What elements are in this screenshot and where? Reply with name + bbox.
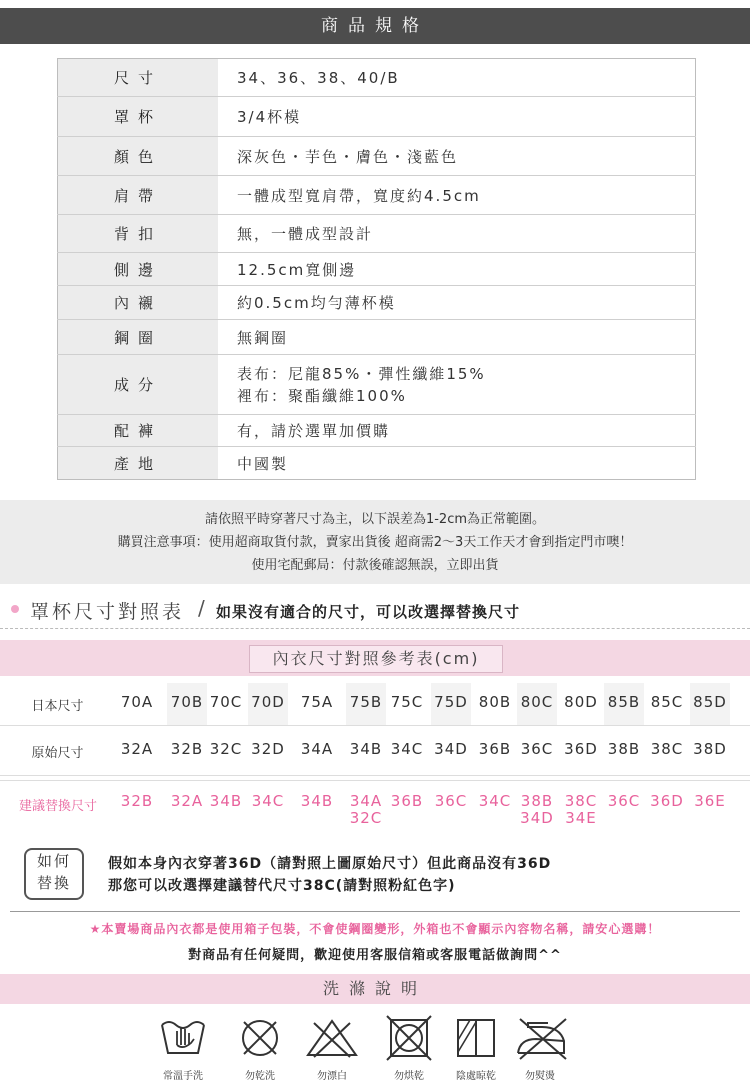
size-cell: 36C: [520, 740, 554, 758]
no-bleach-icon: [304, 1015, 360, 1061]
how-to-swap-badge: [24, 848, 84, 900]
spec-value-line: 裡布：聚酯纖維100%: [237, 386, 407, 405]
no-iron-icon: [508, 1015, 574, 1061]
size-cell: 80B: [478, 693, 512, 711]
size-cell: 38B 34D: [520, 792, 554, 827]
size-cell: 34A: [300, 740, 334, 758]
spec-value: 3/4杯模: [218, 97, 696, 137]
size-cell: 38C: [650, 740, 684, 758]
size-cell: 34D: [434, 740, 468, 758]
size-cell: 34C: [390, 740, 424, 758]
size-row-suggested: [0, 780, 750, 833]
spec-value: 一體成型寬肩帶，寬度約4.5cm: [218, 176, 696, 215]
spec-row: [58, 137, 696, 176]
bullet-dot-icon: [11, 605, 19, 613]
spec-row: [58, 176, 696, 215]
hand-wash-icon: [158, 1015, 208, 1061]
packaging-warning: ★本賣場商品內衣都是使用箱子包裝，不會使鋼圈變形，外箱也不會顯示內容物名稱，請安心選購！: [89, 922, 661, 936]
care-item: [228, 1015, 292, 1082]
notice-line: 使用宅配郵局：付款後確認無誤，立即出貨: [251, 558, 499, 573]
spec-row: [58, 215, 696, 253]
size-cell: 32B: [170, 740, 204, 758]
notice-line: 購買注意事項：使用超商取貨付款，賣家出貨後 超商需2～3天工作天才會到指定門市噢！: [117, 535, 633, 550]
spec-value: 約0.5cm均勻薄杯模: [218, 286, 696, 320]
care-item: [151, 1015, 215, 1082]
spec-value-line: 表布：尼龍85%・彈性纖維15%: [237, 364, 486, 383]
spec-label: 成分: [58, 355, 219, 415]
size-cell: 34C: [251, 792, 285, 810]
how-to-swap-text: [108, 853, 551, 897]
size-cell: 32D: [251, 740, 285, 758]
size-cell: 85C: [650, 693, 684, 711]
dry-in-shade-icon: [451, 1015, 501, 1061]
spec-label: 肩帶: [58, 176, 219, 215]
notice-line: 請依照平時穿著尺寸為主，以下誤差為1-2cm為正常範圍。: [204, 512, 546, 527]
spec-value: [218, 355, 696, 415]
spec-label: 配褲: [58, 415, 219, 447]
size-cell: 85D: [693, 693, 727, 711]
size-cell: 34B: [300, 792, 334, 810]
spec-row: [58, 286, 696, 320]
size-cell: 70D: [251, 693, 285, 711]
care-label: 勿漂白: [317, 1071, 347, 1082]
size-cell: 36D: [650, 792, 684, 810]
wash-title: 洗滌說明: [0, 974, 750, 1004]
size-table-title: 內衣尺寸對照參考表(cm): [249, 645, 503, 673]
how-line: 那您可以改選擇建議替代尺寸38C(請對照粉紅色字): [108, 878, 456, 894]
title-separator: /: [198, 596, 205, 620]
size-cell: 80D: [564, 693, 598, 711]
divider: [10, 911, 740, 912]
spec-label: 鋼圈: [58, 320, 219, 355]
size-cell: 36C: [607, 792, 641, 810]
size-cell: 32B: [120, 792, 154, 810]
size-table-header: [0, 640, 750, 676]
size-cell: 80C: [520, 693, 554, 711]
spec-value: 有，請於選單加價購: [218, 415, 696, 447]
size-cell: 34B: [349, 740, 383, 758]
size-cell: 34A 32C: [349, 792, 383, 827]
spec-row: [58, 355, 696, 415]
spec-value: 中國製: [237, 454, 289, 473]
size-row-label: 建議替換尺寸: [18, 799, 97, 814]
spec-label: 罩杯: [58, 97, 219, 137]
how-line: 假如本身內衣穿著36D（請對照上圖原始尺寸）但此商品沒有36D: [108, 856, 552, 872]
spec-label: 背扣: [58, 215, 219, 253]
spec-label: 顏色: [58, 137, 219, 176]
care-label: 勿烘乾: [394, 1071, 424, 1082]
no-tumble-dry-icon: [384, 1015, 434, 1061]
size-cell: 32C: [209, 740, 243, 758]
spec-label: 內襯: [58, 286, 219, 320]
size-row-label: 原始尺寸: [31, 746, 84, 761]
badge-line: 如何: [36, 852, 71, 870]
spec-value: 無，一體成型設計: [218, 215, 696, 253]
size-cell: 70C: [209, 693, 243, 711]
badge-line: 替換: [36, 874, 71, 892]
size-cell: 36B: [478, 740, 512, 758]
cup-section-heading: [0, 594, 750, 629]
size-cell: 75B: [349, 693, 383, 711]
care-label: 常溫手洗: [163, 1071, 203, 1082]
size-cell: 38D: [693, 740, 727, 758]
size-cell: 70A: [120, 693, 154, 711]
care-label: 勿乾洗: [245, 1071, 275, 1082]
size-cell: 36B: [390, 792, 424, 810]
size-row-label: 日本尺寸: [31, 699, 84, 714]
spec-row: [58, 97, 696, 137]
size-cell: 38C 34E: [564, 792, 598, 827]
spec-value: 無鋼圈: [218, 320, 696, 355]
care-item: [377, 1015, 441, 1082]
spec-value: 深灰色・芋色・膚色・淺藍色: [218, 137, 696, 176]
size-cell: 70B: [170, 693, 204, 711]
size-cell: 36E: [694, 792, 726, 810]
size-cell: 75C: [390, 693, 424, 711]
spec-row: [58, 447, 696, 480]
no-dry-clean-icon: [235, 1015, 285, 1061]
size-cell: 75D: [434, 693, 468, 711]
care-label: 勿熨燙: [525, 1071, 555, 1082]
spec-label: 產地: [58, 447, 219, 480]
spec-value: 34、36、38、40/B: [218, 59, 696, 97]
size-cell: 36D: [564, 740, 598, 758]
care-label: 陰處晾乾: [456, 1071, 496, 1082]
cup-subtitle: 如果沒有適合的尺寸，可以改選擇替換尺寸: [216, 603, 521, 621]
contact-note: 對商品有任何疑問，歡迎使用客服信箱或客服電話做詢問^^: [188, 948, 562, 963]
spec-title: 商品規格: [0, 8, 750, 44]
size-cell: 75A: [300, 693, 334, 711]
spec-row: [58, 415, 696, 447]
care-item: [444, 1015, 508, 1082]
spec-label: 側邊: [58, 253, 219, 286]
spec-row: [58, 253, 696, 286]
size-cell: 38B: [607, 740, 641, 758]
spec-value: 12.5cm寬側邊: [218, 253, 696, 286]
size-cell: 85B: [607, 693, 641, 711]
spec-row: [58, 59, 696, 97]
size-cell: 32A: [120, 740, 154, 758]
size-cell: 32A: [170, 792, 204, 810]
size-row-original: [0, 727, 750, 776]
cup-title: 罩杯尺寸對照表: [30, 601, 185, 623]
spec-label: 尺寸: [58, 59, 219, 97]
spec-table: [57, 58, 696, 480]
size-cell: 34C: [478, 792, 512, 810]
size-cell: 34B: [209, 792, 243, 810]
spec-row: [58, 320, 696, 355]
care-item: [300, 1015, 364, 1082]
notice-band: [0, 500, 750, 584]
size-row-japan: [0, 683, 750, 726]
care-item: [508, 1015, 572, 1082]
size-cell: 36C: [434, 792, 468, 810]
